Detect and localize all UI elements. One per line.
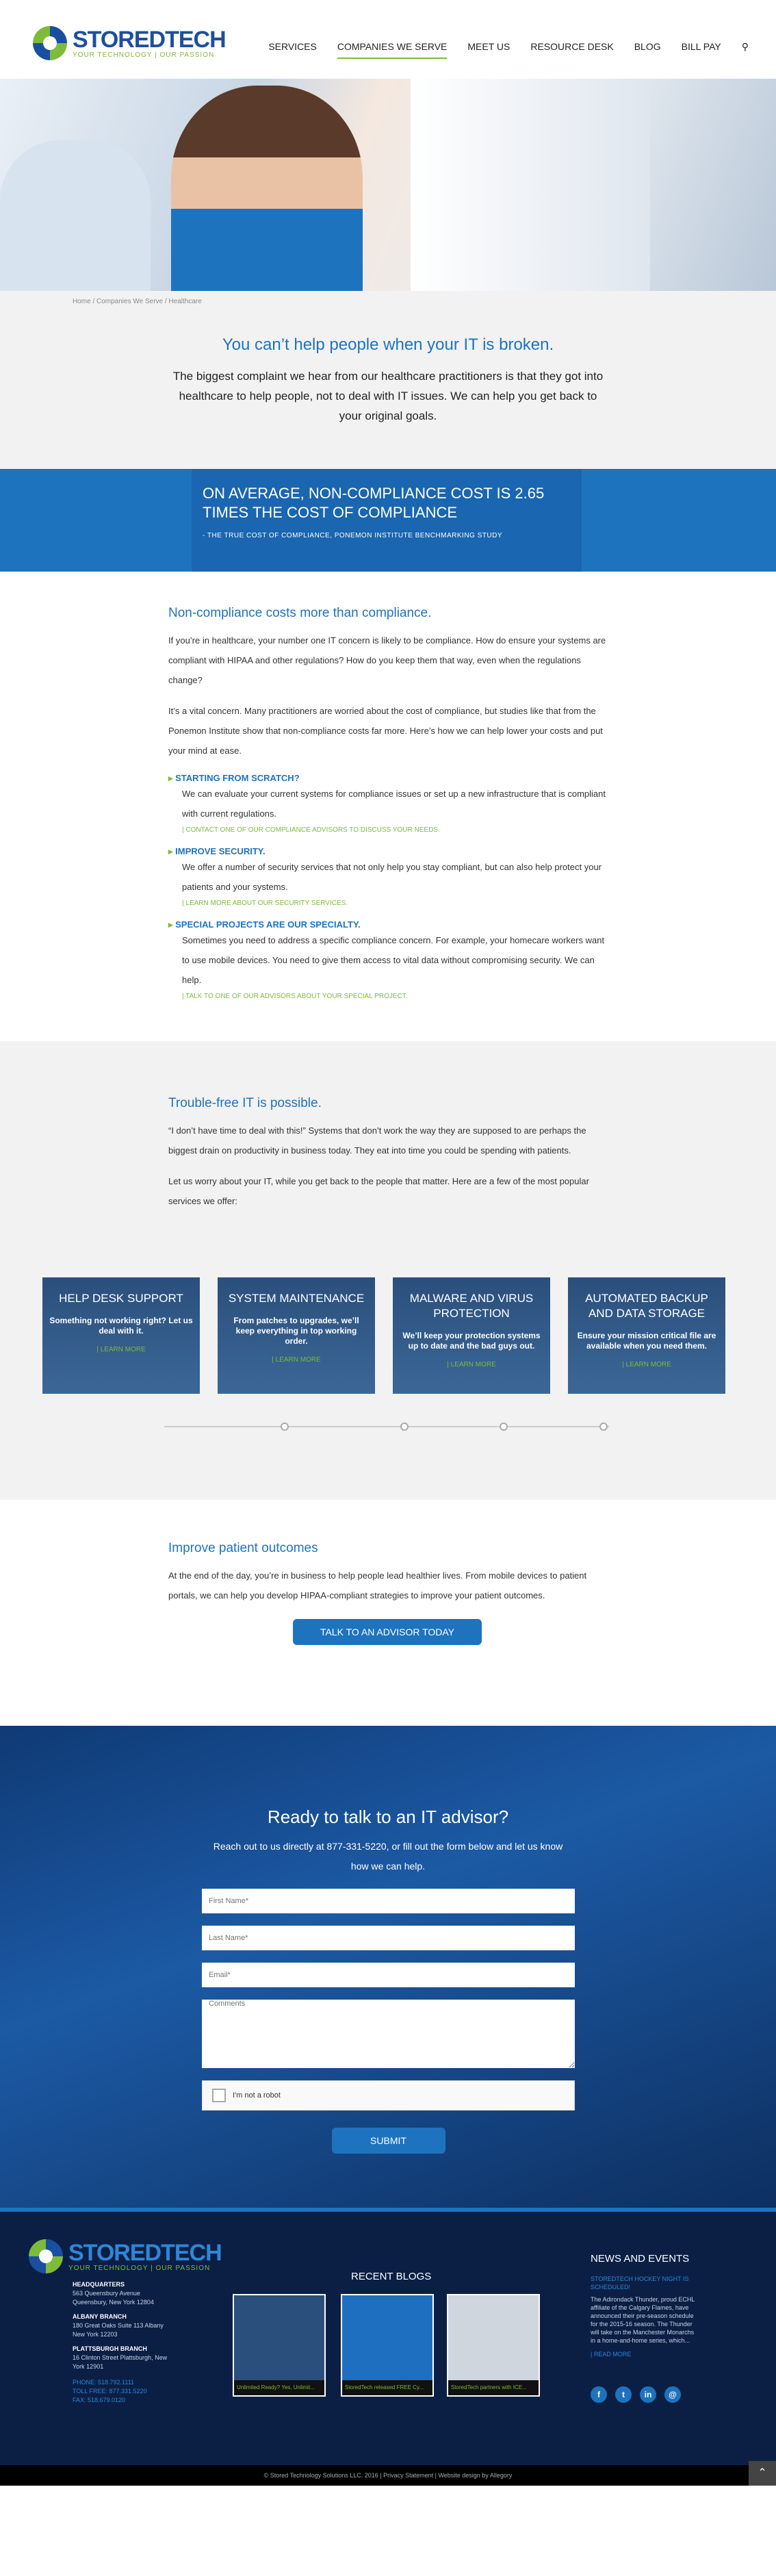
item-title: ▸ IMPROVE SECURITY. (168, 846, 608, 857)
outcomes-section (0, 1500, 776, 1726)
talk-to-advisor-button[interactable]: TALK TO AN ADVISOR TODAY (293, 1619, 482, 1645)
hero-figure-nurse (171, 86, 363, 291)
card-title: MALWARE AND VIRUS PROTECTION (409, 1292, 534, 1320)
hero-figure-doctor (411, 79, 650, 291)
site-header (0, 0, 776, 79)
back-to-top-button[interactable] (749, 2461, 776, 2486)
compliance-section (0, 572, 776, 1000)
troublefree-section (0, 1041, 776, 1500)
card-link[interactable]: | LEARN MORE (622, 1361, 671, 1368)
compliance-p2: It’s a vital concern. Many practitioners are worried about the cost of compliance, but studies like that from the Ponemon Institute show that non-compliance costs far more. Here’s how we can help lower your costs and put your mind at ease. (168, 706, 603, 756)
card-link[interactable]: | LEARN MORE (447, 1361, 496, 1368)
logo-mark-icon (33, 26, 67, 60)
hq-address: 563 Queensbury Avenue Queensbury, New York 12804 (73, 2290, 154, 2306)
breadcrumb[interactable]: Home / Companies We Serve / Healthcare (73, 298, 202, 305)
card-title: HELP DESK SUPPORT (59, 1292, 183, 1305)
news-item (591, 2275, 700, 2358)
carousel-track[interactable] (164, 1426, 609, 1427)
news-title: NEWS AND EVENTS (591, 2253, 690, 2265)
search-icon[interactable]: ⚲ (741, 41, 749, 52)
outcomes-title: Improve patient outcomes (168, 1541, 318, 1555)
email-icon[interactable]: @ (664, 2386, 681, 2403)
news-item-title[interactable]: STOREDTECH HOCKEY NIGHT IS SCHEDULED! (591, 2275, 689, 2291)
blog-thumb[interactable] (341, 2294, 434, 2397)
toll-free[interactable]: TOLL FREE: 877.331.5220 (73, 2388, 147, 2395)
service-card[interactable] (568, 1277, 725, 1394)
blog-caption: Unlimited Ready? Yes, Unlimit... (234, 2380, 324, 2395)
platts-label: PLATTSBURGH BRANCH (73, 2345, 147, 2352)
linkedin-icon[interactable]: in (640, 2386, 656, 2403)
chevron-up-icon: ⌃ (758, 2467, 767, 2479)
carousel-dot[interactable] (500, 1423, 508, 1431)
service-cards (42, 1277, 725, 1394)
fax: FAX: 518.679.0120 (73, 2397, 126, 2403)
item-text: Sometimes you need to address a specific compliance concern. For example, your homecare workers want to use mobile devices. You need to give them access to vital data without compromising security. We can help. (182, 935, 605, 985)
logo-name: STOREDTECH (68, 2239, 222, 2266)
service-card[interactable] (218, 1277, 375, 1394)
blog-thumb[interactable] (447, 2294, 540, 2397)
copyright: © Stored Technology Solutions LLC. 2016 | Privacy Statement | Website design by Allegory (0, 2465, 776, 2486)
blog-caption: StoredTech released FREE Cy... (342, 2380, 432, 2395)
last-name-field[interactable] (202, 1926, 575, 1950)
blog-thumb[interactable] (233, 2294, 326, 2397)
carousel-dot[interactable] (599, 1423, 608, 1431)
compliance-p1: If you’re in healthcare, your number one IT concern is likely to be compliance. How do ensure your systems are compliant with HIPAA and other regulations? How do you keep them that way, even when the regulations change? (168, 635, 606, 685)
logo-tagline: YOUR TECHNOLOGY | OUR PASSION (68, 2264, 211, 2272)
stat-source: - THE TRUE COST OF COMPLIANCE, PONEMON INSTITUTE BENCHMARKING STUDY (203, 532, 502, 539)
card-text: Something not working right? Let us deal with it. (49, 1316, 193, 1336)
social-links (591, 2386, 681, 2403)
email-field[interactable] (202, 1963, 575, 1987)
facebook-icon[interactable]: f (591, 2386, 607, 2403)
main-nav (268, 41, 749, 59)
list-item (168, 919, 608, 1000)
albany-address: 180 Great Oaks Suite 113 Albany New York 12203 (73, 2322, 164, 2338)
read-more-link[interactable]: | READ MORE (591, 2351, 632, 2358)
nav-companies-we-serve[interactable]: COMPANIES WE SERVE (337, 41, 448, 59)
nav-services[interactable]: SERVICES (268, 41, 317, 52)
blog-caption: StoredTech partners with ICE... (448, 2380, 539, 2395)
service-card[interactable] (42, 1277, 200, 1394)
nav-resource-desk[interactable]: RESOURCE DESK (530, 41, 614, 52)
stat-headline: ON AVERAGE, NON-COMPLIANCE COST IS 2.65 TIMES THE COST OF COMPLIANCE (203, 485, 545, 521)
item-text: We can evaluate your current systems for compliance issues or set up a new infrastructure that is compliant with current regulations. (182, 789, 606, 819)
nav-blog[interactable]: BLOG (634, 41, 661, 52)
news-item-text: The Adirondack Thunder, proud ECHL affiliate of the Calgary Flames, have announced their pre-season schedule for the 2015-16 season. The Thunder will take on the Manchester Monarchs in a home-and-home series, which... (591, 2296, 695, 2344)
twitter-icon[interactable]: t (615, 2386, 632, 2403)
troublefree-p2: Let us worry about your IT, while you get back to the people that matter. Here are a few of the most popular services we offer: (168, 1176, 589, 1206)
item-link[interactable]: | TALK TO ONE OF OUR ADVISORS ABOUT YOUR SPECIAL PROJECT. (182, 993, 408, 1000)
hero-figure-left (0, 140, 151, 291)
card-title: AUTOMATED BACKUP AND DATA STORAGE (585, 1292, 708, 1320)
list-item (168, 773, 608, 834)
platts-address: 16 Clinton Street Plattsburgh, New York 12901 (73, 2354, 168, 2370)
intro-text: The biggest complaint we hear from our healthcare practitioners is that they got into healthcare to help people, not to deal with IT issues. We can help you get back to your original goals. (172, 370, 604, 422)
card-link[interactable]: | LEARN MORE (272, 1356, 321, 1364)
site-logo[interactable] (33, 26, 226, 60)
intro-title: You can’t help people when your IT is broken. (222, 335, 554, 354)
intro-section (0, 291, 776, 469)
item-text: We offer a number of security services that not only help you stay compliant, but can also help protect your patients and your systems. (182, 862, 602, 892)
footer-addresses (73, 2275, 168, 2405)
list-item (168, 846, 608, 907)
compliance-title: Non-compliance costs more than compliance. (168, 606, 432, 620)
carousel-dot[interactable] (400, 1423, 409, 1431)
service-card[interactable] (393, 1277, 550, 1394)
card-text: From patches to upgrades, we’ll keep everything in top working order. (233, 1316, 359, 1346)
logo-mark-icon (29, 2239, 63, 2273)
first-name-field[interactable] (202, 1889, 575, 1913)
card-text: Ensure your mission critical file are available when you need them. (577, 1331, 716, 1351)
hq-label: HEADQUARTERS (73, 2281, 125, 2288)
item-link[interactable]: | LEARN MORE ABOUT OUR SECURITY SERVICES. (182, 900, 348, 907)
footer-logo[interactable] (29, 2239, 222, 2273)
card-link[interactable]: | LEARN MORE (96, 1346, 146, 1353)
item-title: ▸ SPECIAL PROJECTS ARE OUR SPECIALTY. (168, 919, 608, 930)
contact-form (202, 1889, 575, 2154)
carousel-dot[interactable] (281, 1423, 289, 1431)
nav-meet-us[interactable]: MEET US (467, 41, 510, 52)
contact-text: Reach out to us directly at 877-331-5220, or fill out the form below and let us know how we can help. (213, 1841, 563, 1872)
item-link[interactable]: | CONTACT ONE OF OUR COMPLIANCE ADVISORS TO DISCUSS YOUR NEEDS. (182, 826, 440, 834)
phone[interactable]: PHONE: 518.792.1111 (73, 2379, 135, 2386)
item-title: ▸ STARTING FROM SCRATCH? (168, 773, 608, 784)
troublefree-p1: “I don’t have time to deal with this!” Systems that don’t work the way they are supposed to are perhaps the biggest drain on productivity in business today. They eat into time you could be spending with patients. (168, 1125, 586, 1156)
albany-label: ALBANY BRANCH (73, 2313, 127, 2320)
recaptcha-checkbox[interactable] (212, 2089, 226, 2102)
troublefree-title: Trouble-free IT is possible. (168, 1096, 322, 1110)
outcomes-text: At the end of the day, you’re in business to help people lead healthier lives. From mobile devices to patient portals, we can help you develop HIPAA-compliant strategies to improve your patient outcomes. (168, 1570, 587, 1601)
comments-field[interactable] (202, 2000, 575, 2068)
logo-tagline: YOUR TECHNOLOGY | OUR PASSION (73, 51, 215, 59)
contact-section (0, 1726, 776, 2212)
logo-name: STOREDTECH (73, 26, 226, 53)
nav-bill-pay[interactable]: BILL PAY (681, 41, 721, 52)
card-text: We’ll keep your protection systems up to date and the bad guys out. (402, 1331, 541, 1351)
contact-title: Ready to talk to an IT advisor? (267, 1807, 509, 1827)
card-title: SYSTEM MAINTENANCE (228, 1292, 365, 1305)
hero-image (0, 79, 776, 291)
submit-button[interactable]: SUBMIT (332, 2128, 445, 2154)
recaptcha-label: I'm not a robot (233, 2091, 281, 2100)
site-footer (0, 2212, 776, 2486)
stat-band (0, 469, 776, 572)
recaptcha[interactable] (202, 2080, 575, 2110)
recent-blogs-title: RECENT BLOGS (351, 2271, 432, 2282)
